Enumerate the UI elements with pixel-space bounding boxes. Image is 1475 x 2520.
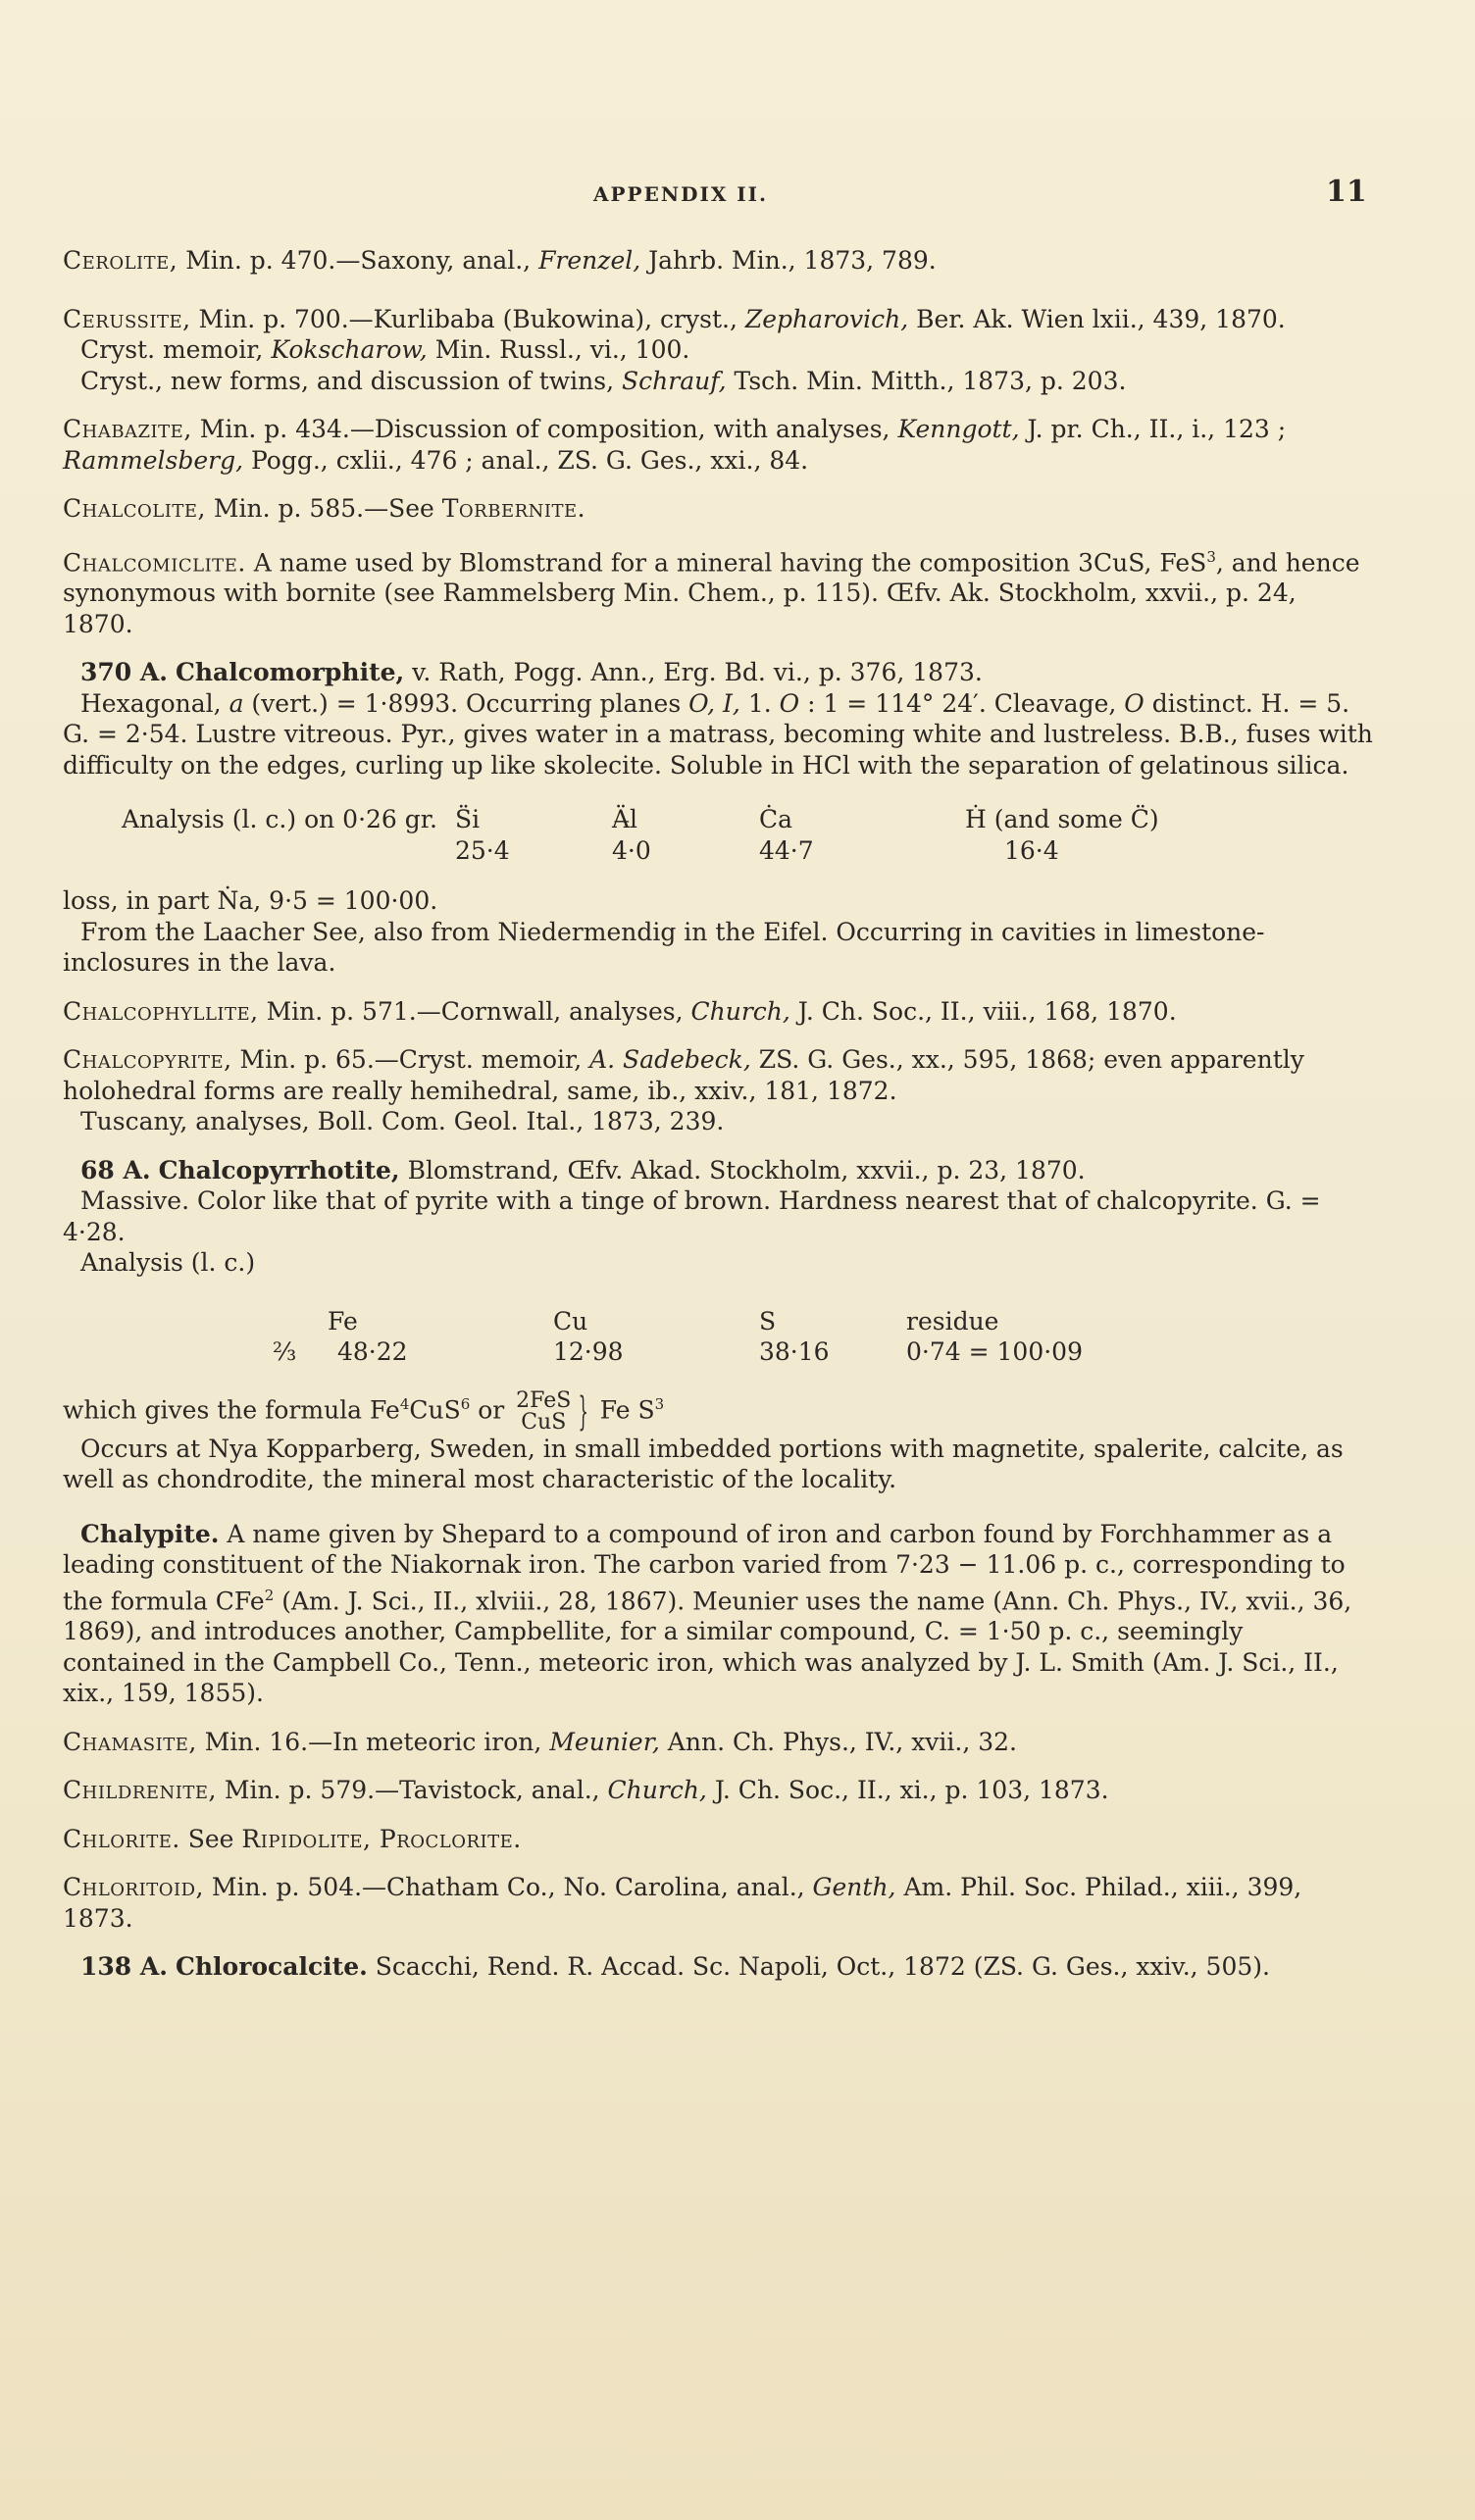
superscript: 2 [264, 1586, 275, 1604]
cross-reference: Torbernite. [441, 494, 586, 523]
author: A. Sadebeck, [589, 1045, 751, 1075]
table-cell: 0·74 = 100·09 [906, 1337, 1083, 1367]
entry-name: Childrenite, [63, 1776, 217, 1805]
entry-name: Chalcopyrrhotite, [158, 1155, 400, 1184]
entry-chalcophyllite [63, 996, 1373, 1028]
table-header: Ċa [759, 805, 793, 834]
author: Frenzel, [538, 246, 641, 275]
formula-fraction [516, 1387, 572, 1435]
entry-text: Min. 16.—In meteoric iron, [204, 1727, 550, 1756]
page-number: 11 [1326, 175, 1367, 209]
entry-text: Analysis (l. c.) [80, 1248, 256, 1278]
entry-chalcomiclite [63, 542, 1373, 640]
analysis-table-chalcomorphite [63, 804, 1373, 866]
page-header [0, 175, 1475, 214]
table-cell: 38·16 [759, 1337, 830, 1367]
entry-text: Cryst. memoir, [80, 335, 272, 364]
formula-line [63, 1389, 1373, 1434]
entry-childrenite [63, 1775, 1373, 1806]
author: Meunier, [549, 1727, 660, 1756]
table-header: Fe [328, 1306, 358, 1336]
cross-reference: Ripidolite, Proclorite. [241, 1824, 522, 1853]
entry-text: Min. p. 579.—Tavistock, anal., [224, 1776, 608, 1805]
table-header: Ä̶l [612, 805, 638, 834]
entry-text: Ber. Ak. Wien lxii., 439, 1870. [908, 304, 1286, 333]
entry-name: Chlorocalcite. [175, 1952, 368, 1982]
table-header: S̈i [455, 805, 481, 834]
entry-text: ZS. G. Ges., xx., 595, 1868; even apparently holohedral forms are really hemihedral, same, ib., xxiv., 181, 1872. [63, 1045, 1304, 1105]
entry-number: 68 A. [80, 1155, 151, 1184]
row-label: ⅔ [273, 1337, 297, 1367]
page-body [63, 245, 1373, 2000]
entry-name: Cerussite, [63, 304, 191, 333]
entry-text: 1. [739, 688, 780, 718]
entry-chalcopyrrhotite [63, 1155, 1373, 1495]
entry-text: Massive. Color like that of pyrite with a tinge of brown. Hardness nearest that of chalcopyrite. G. = 4·28. [63, 1186, 1321, 1246]
table-cell: 4·0 [612, 835, 651, 865]
entry-text: Ann. Ch. Phys., IV., xvii., 32. [659, 1727, 1018, 1756]
symbol: O, I, [688, 688, 740, 718]
author: Kenngott, [897, 415, 1020, 443]
entry-chamasite [63, 1727, 1373, 1758]
entry-text: Cryst., new forms, and discussion of twins, [80, 366, 623, 395]
analysis-label: Analysis (l. c.) on 0·26 gr. [122, 805, 437, 834]
entry-chloritoid [63, 1872, 1373, 1934]
entry-text: A name given by Shepard to a compound of iron and carbon found by Forchhammer as a leading constituent of the Niakornak iron. The carbon varied from 7·23 − 11.06 p. c., corresponding to the formula CFe [63, 1519, 1346, 1615]
table-header: Cu [553, 1306, 588, 1336]
entry-name: Chalcopyrite, [63, 1045, 232, 1075]
table-cell: 16·4 [1004, 835, 1059, 865]
entry-name: Chalcolite, [63, 494, 206, 523]
entry-name: Chalcophyllite, [63, 996, 259, 1026]
entry-text: From the Laacher See, also from Niedermendig in the Eifel. Occurring in cavities in limestone-inclosures in the lava. [63, 917, 1265, 978]
running-head: APPENDIX II. [593, 182, 768, 206]
entry-text: , and hence synonymous with bornite (see Rammelsberg Min. Chem., p. 115). Œfv. Ak. Stockholm, xxvii., p. 24, 1870. [63, 547, 1360, 638]
symbol: O [779, 688, 800, 718]
table-header: residue [906, 1306, 999, 1336]
entry-text: Occurs at Nya Kopparberg, Sweden, in small imbedded portions with magnetite, spalerite, calcite, as well as chondrodite, the mineral most characteristic of the locality. [63, 1434, 1344, 1494]
symbol: O [1124, 688, 1144, 718]
entry-text: Min. p. 470.—Saxony, anal., [185, 246, 539, 275]
entry-name: Chabazite, [63, 415, 192, 443]
entry-name: Chalcomiclite. [63, 547, 246, 577]
entry-text: J. pr. Ch., II., i., 123 ; [1019, 415, 1287, 443]
entry-text: Scacchi, Rend. R. Accad. Sc. Napoli, Oct., 1872 (ZS. G. Ges., xxiv., 505). [367, 1952, 1270, 1982]
entry-text: (vert.) = 1·8993. Occurring planes [243, 688, 689, 718]
entry-text: Tuscany, analyses, Boll. Com. Geol. Ital., 1873, 239. [80, 1107, 725, 1136]
entry-text: loss, in part Ṅa, 9·5 = 100·00. [63, 886, 438, 916]
symbol: a [229, 688, 244, 718]
entry-text: distinct. H. = 5. G. = 2·54. Lustre vitreous. Pyr., gives water in a matrass, becoming white and lustreless. B.B., fuses with difficulty on the edges, curling up like skolecite. Soluble in HCl with the separation of gelatinous silica. [63, 688, 1373, 780]
entry-text: Tsch. Min. Mitth., 1873, p. 203. [726, 366, 1127, 395]
author: Schrauf, [622, 366, 727, 395]
entry-text: Hexagonal, [80, 688, 229, 718]
table-header: S [759, 1306, 777, 1336]
brace-icon: } [578, 1388, 589, 1435]
table-header: Ḣ (and some C̈) [965, 805, 1159, 834]
entry-text: Jahrb. Min., 1873, 789. [640, 246, 937, 275]
entry-text: Pogg., cxlii., 476 ; anal., ZS. G. Ges., xxi., 84. [243, 445, 809, 475]
entry-text: CuS [409, 1395, 461, 1425]
superscript: 3 [1206, 547, 1216, 566]
entry-text: Min. Russl., vi., 100. [427, 335, 690, 364]
entry-text: (Am. J. Sci., II., xlviii., 28, 1867). Meunier uses the name (Ann. Ch. Phys., IV., xvii., 36, 1869), and introduces another, Campbellite, for a similar compound, C. = 1·50 p. c., seemingly contained in the Campbell Co., Tenn., meteoric iron, which was analyzed by J. L. Smith (Am. J. Sci., II., xix., 159, 1855). [63, 1586, 1352, 1708]
table-cell: 12·98 [553, 1337, 624, 1367]
entry-chalcolite [63, 493, 1373, 525]
table-cell: 44·7 [759, 835, 814, 865]
superscript: 4 [399, 1394, 410, 1413]
entry-text: : 1 = 114° 24′. Cleavage, [799, 688, 1125, 718]
author: Church, [690, 996, 790, 1026]
entry-name: Chalypite. [80, 1519, 220, 1548]
entry-text: Min. p. 504.—Chatham Co., No. Carolina, anal., [211, 1873, 813, 1902]
entry-chlorocalcite [63, 1951, 1373, 1983]
entry-text: Min. p. 700.—Kurlibaba (Bukowina), cryst., [198, 304, 745, 333]
author: Genth, [812, 1873, 896, 1902]
entry-text: See [179, 1824, 242, 1853]
author: Church, [607, 1776, 707, 1805]
entry-name: Chloritoid, [63, 1873, 204, 1902]
entry-name: Chalcomorphite, [175, 658, 405, 687]
superscript: 3 [654, 1394, 665, 1413]
entry-text: J. Ch. Soc., II., xi., p. 103, 1873. [706, 1776, 1109, 1805]
entry-text: Blomstrand, Œfv. Akad. Stockholm, xxvii., p. 23, 1870. [399, 1155, 1086, 1184]
entry-text: which gives the formula Fe [63, 1395, 400, 1425]
table-cell: 48·22 [337, 1337, 408, 1367]
entry-number: 138 A. [80, 1952, 168, 1982]
author: Kokscharow, [271, 335, 428, 364]
entry-chalcomorphite [63, 657, 1373, 979]
entry-text: Min. p. 434.—Discussion of composition, with analyses, [199, 415, 898, 443]
entry-cerussite [63, 304, 1373, 397]
table-cell: 25·4 [455, 835, 510, 865]
entry-text: or [470, 1395, 513, 1425]
entry-text: Fe S [599, 1395, 655, 1425]
entry-chabazite [63, 414, 1373, 476]
superscript: 6 [460, 1394, 471, 1413]
fraction-numerator: 2FeS [516, 1387, 572, 1413]
entry-chalypite [63, 1519, 1373, 1709]
fraction-denominator: CuS [521, 1409, 567, 1435]
entry-text: Min. p. 571.—Cornwall, analyses, [266, 996, 691, 1026]
entry-name: Chamasite, [63, 1727, 197, 1756]
entry-text: Min. p. 585.—See [213, 494, 442, 523]
entry-chalcopyrite [63, 1044, 1373, 1137]
entry-cerolite [63, 245, 1373, 277]
analysis-table-chalcopyrrhotite [63, 1306, 1373, 1368]
entry-text: Min. p. 65.—Cryst. memoir, [239, 1045, 590, 1075]
entry-text: Am. Phil. Soc. Philad., xiii., 399, 1873. [63, 1873, 1302, 1933]
entry-chlorite [63, 1824, 1373, 1855]
entry-name: Cerolite, [63, 246, 178, 275]
entry-text: J. Ch. Soc., II., viii., 168, 1870. [789, 996, 1177, 1026]
entry-text: v. Rath, Pogg. Ann., Erg. Bd. vi., p. 376, 1873. [404, 658, 983, 687]
entry-text: A name used by Blomstrand for a mineral having the composition 3CuS, FeS [245, 547, 1207, 577]
entry-number: 370 A. [80, 658, 168, 687]
entry-name: Chlorite. [63, 1824, 180, 1853]
author: Zepharovich, [744, 304, 909, 333]
author: Rammelsberg, [63, 445, 244, 475]
